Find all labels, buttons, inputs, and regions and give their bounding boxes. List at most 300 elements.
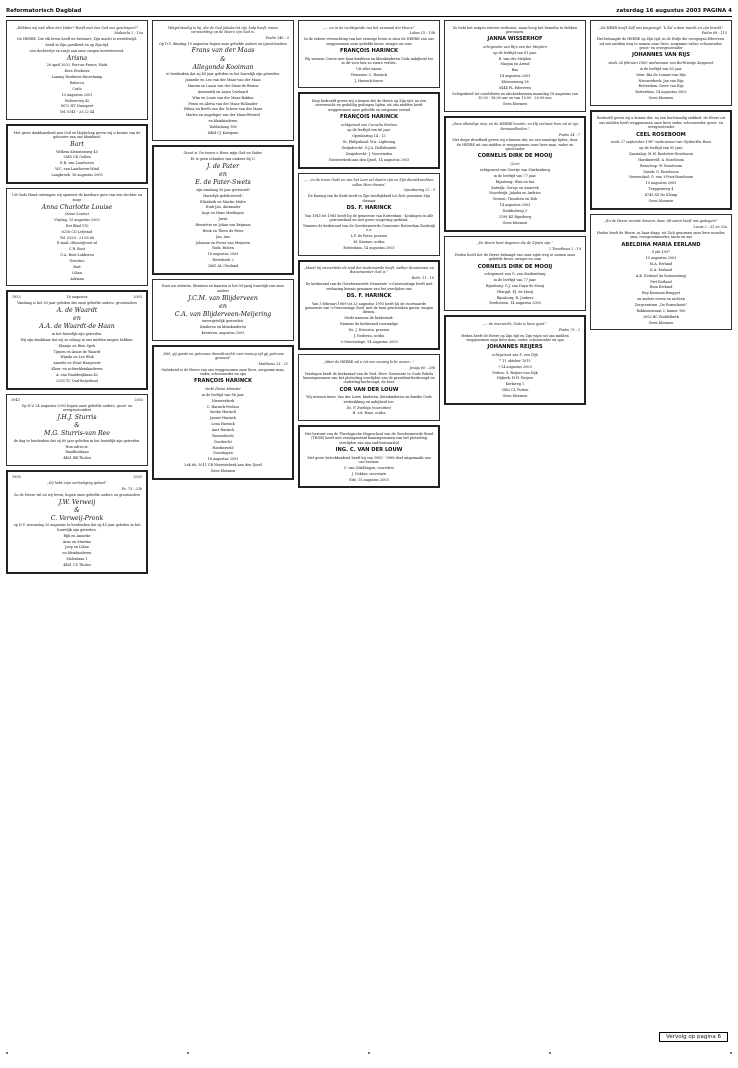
notice-detail: Rokkoenstraat 2, kamer 100 [636,308,686,313]
notice-text: Door uw attentie, bloemen en kaarten is het 50-jarig huwelijk van onze ouders [161,284,285,293]
notice-text: Het bestuur van de Theologische Hogeschool van de Gereformeerde Bond (THGB) heeft met verslagenheid kennisgenomen van het plotseling overlijden van zijn oud-bestuurslid [305,431,433,445]
notice-detail: Ooostingen [213,451,233,456]
notice-detail: Carlo [72,86,82,91]
notice-detail: Henk en Thera de Pater [202,228,244,233]
notice-detail: in de leeftijd van 77 jaar. [493,173,537,178]
notice-box [590,214,732,331]
notice-detail: J. Dekker, secretaris [351,471,387,476]
notice-detail: J. Nederzu, scriba [353,333,385,338]
page-footer [6,1052,732,1062]
notice-verse: „... de overwicht, Gods is lieve goed.” [482,321,548,326]
notice-text: Er is geen schaduw van omkeer bij U. [190,157,256,162]
notice-detail: Sieske Harinck [209,410,237,415]
notice-detail: Bart [73,264,81,269]
notice-detail: * 11 oktober 1915 [499,358,531,363]
notice-detail: Geen bloemen [502,101,528,106]
notice-detail: Elizabeth en Martin Mulre [200,199,246,204]
notice-detail: Rep Kooiman-Brugpet [642,291,680,296]
notice-detail: Kerkhofweg 3 [503,209,527,214]
notice-detail: Nijkerk: H.H. Reijers [496,376,534,381]
notice-year: 2003 [134,397,143,402]
notice-years [12,295,142,299]
notice-detail: Uit aller naam: [356,66,382,71]
notice-detail: 14 augustus 2003 [499,203,531,208]
notice-detail: Kinderen en kleinkinderen [200,325,246,330]
notice-detail: Martin en Angelique van der Maas-Westvel [185,113,261,118]
notice-name: Frans van der Maas [191,47,255,55]
notice-text: In de zekere verwachting van het eeuwige leven is door de HEERE van ons weggenomen onze geliefde broer, zwager en oom [304,37,434,46]
notice-text: Met grote dankbaarheid aan God en blijdschap geven wij u kennis van de geboorte van ons kleinkind. [13,130,141,140]
notice-detail: Gelegenheid tot condoleren en afscheidnemen maandag 18 augustus van 15.00 - 16.00 uur en van 19.00 - 20.00 uur. [451,91,579,101]
notice-detail: Hardinxveld: A. Roseboom [638,157,684,162]
notice-text: Op D.V. dinsdag 19 augustus hopen onze geliefde ouders en (groot)ouders [159,41,287,46]
page-date: zaterdag 16 augustus 2003 PAGINA 4 [616,8,732,14]
notice-name-joiner: en [73,315,81,323]
notice-detail: Zwijndrecht: G.J.A. Hollebrande [341,146,397,151]
continue-label: Vervolg op pagina 6 [659,1032,728,1042]
notice-detail: Ternezen: C. Harinck [350,72,388,77]
notice-detail: Jannelie en Leo van der Maas-van der Maas [185,78,261,83]
notice-detail: † 14 augustus 2003 [498,364,532,369]
notice-detail: Marnix en Laura van der Maas-de Bruine [187,84,259,89]
notice-text: Heden heeft de Heere, in haar slaap, tot Zich genomen onze lieve moeder, oma, overgrootmoeder, tante en zus [596,230,726,240]
footer-dot [187,1052,189,1054]
notice-detail: Tel. 0320 - 21 60 66 [59,235,95,240]
notice-detail: Kesteren, augustus 2003 [201,331,245,336]
notice-detail: Rebecca [69,81,85,85]
notice-detail: Nieuwerkerk [211,398,235,403]
notice-detail: 4461 BB Tholen [63,456,91,461]
notice-detail: Rijnsburg: B. Jonkers [496,295,534,300]
notice-detail: Jan, Ans [215,234,231,239]
notice-detail: Openbaring 14 : 13 [352,134,386,139]
notice-verse: „De HEER heeft Zelf ons toegezegd: ‘k Zal u door macht en zijn kracht” [599,25,723,30]
column-2 [152,20,294,1050]
notice-detail: Vierhouten, 14 augustus 2003 [489,301,541,306]
notice-subtitle: sinds 27 september 1987 weduwnaar van Gijsbertha Boon [610,140,712,145]
notice-detail: 2802 BC Roddelkerk [643,314,679,319]
notice-detail: Zaamslag: M.W. Roeloferr-Roseboom [629,151,693,156]
notice-detail: Hein Eerland [649,285,673,290]
notice-detail: Tijmen en Annie de Waardt [53,349,101,354]
notice-detail: echtgenoot van Geertje van Starkenburg [479,168,551,172]
notice-detail: Mede namens de kerkeraad: [344,316,394,321]
notice-name-second: E. de Pater-Swets [195,179,251,187]
notice-text: De Koning van de Kerk heeft in Zijn heerlijkheid tot Zich genomen Zijn dienaar [307,194,431,203]
notice-detail: 13 augustus 2003 [61,92,93,97]
notice-detail: Barendrecht [212,433,234,438]
notice-detail: Aart Harinck [211,428,235,433]
notice-detail: Rijnsburg: G.J. van Duyn-de Mooij [485,283,545,288]
notice-name-second: C. Verweij-Pronk [50,514,104,522]
notice-detail: C. Harinck-Feelsoo [206,404,240,409]
notice-box [444,236,586,312]
notice-detail: onvergetelijk geworden. [202,319,244,324]
notice-detail: Tel. 0341 - 25 22 44 [59,110,95,115]
notice-detail: en kleinkinderen [208,119,238,124]
notice-detail: L.P. de Pater, praeses [350,234,388,239]
notice-detail: op de leeftijd van 81 jaar. [493,50,537,55]
notice-detail: Rijnsburg: Wim en Ina [495,179,535,184]
notice-detail: Geen bloemen [648,320,674,325]
notice-subtitle: (Anne-Louise) [65,212,89,217]
notice-name-joiner: & [220,55,226,63]
notice-detail: echtgenoot van G. van Starkenburg [484,272,546,277]
page-header [6,6,732,17]
notice-box [590,110,732,210]
notice-detail: Nieuwerkerk: Jan van Rijs [638,78,684,83]
notice-verse-ref: Psalm 73 : 2 [558,327,580,332]
notice-detail: zijn vandaag 50 jaar getrouwd! [196,187,250,192]
notice-detail: W.C. van Laarhoven-Wind [55,167,99,172]
notice-name-second: M.G. Sturris-van Ree [44,430,110,438]
notice-detail: 16 augustus 2003 [207,457,239,462]
notice-detail: St. Philipsland: W.A. Lighteing [342,140,396,145]
notice-detail: Benschop: W. Roseboom [640,163,682,168]
notice-text: Uit Gods Hand ontvingen wij opnieuw de kostbare gave van een dochter en zusje [11,193,143,202]
columns [6,20,732,1050]
notice-detail: Marjan en Arend [500,62,530,67]
notice-verse-ref: Hebr. 11 : 10 [411,276,434,281]
notice-detail: Hartelijk gefeliciteerd! [203,193,243,198]
column-4 [444,20,586,1050]
notice-verse-ref: Psalm 68 : 115 [701,31,727,36]
notice-detail: in het huwelijk zijn getreden. [51,332,103,337]
notice-text: Zo de Heere wil en wij leven, hopen onze geliefde ouders en grootouders [13,492,141,497]
notice-detail: op D.V. woensdag 20 augustus te herdenken dat zij 45 jaar geleden in het huwelijk zijn getreden. [13,523,141,532]
notice-detail: Wolwerveg 42 [64,98,90,103]
notice-detail: Namens de kerkeraad voormalige [339,322,399,326]
notice-detail: Hardinxveld [212,445,234,450]
notice-detail: Piet Eerland [650,279,672,284]
notice-subtitle: echtgenoot van Cornelia Feelsoo [340,122,398,127]
notice-detail: Nieuwerkerk aan den IJssel, 14 augustus 2003 [328,157,410,162]
notice-subtitle: echtgenoot van S. van Dijk [492,352,538,357]
notice-text: Het behaagde de HEERE op Zijn tijd, in de Hofje die overgegan Ederveen, uit ons midden weg te nemen onze lieve, zorgzame vader, schoonvader, groot- en overgrootvader [596,37,726,50]
notice-verse-ref: Lukas 15 : 19b [409,31,435,36]
notice-detail: Rotterdam, 14 augustus 2003 [343,245,395,250]
notice-detail: Huib-Jan, Alexander [205,205,241,210]
notice-detail: Bas [511,68,519,73]
notice-detail: Lena Harinck [211,422,235,427]
notice-detail: Vrijdag, 15 augustus 2003 [54,218,100,222]
notice-detail: 4464 CJ Kortgene [207,130,239,135]
notice-detail: Rotterdam: Greet van Rijs [638,84,684,89]
notice-detail: Joop en Lilian [65,545,89,550]
notice-detail: op de leeftijd van 95 jaar. [639,146,683,151]
notice-detail: E.B. van Laarhoven [60,161,94,166]
notice-name-second: Allegonda Kooiman [192,63,254,71]
notice-detail: Hun adres is: [65,444,89,449]
notice-box [444,116,586,232]
notice-name: J.C.M. van Blijderveen [188,294,258,302]
notice-year: 1943 [11,397,20,402]
notice-detail: 15 augustus 2003 [645,256,677,261]
notice-verse: „Deze allendige riep, en de HEERE hoorde, en Hij verloste hem uit al zijn benauwdheden.” [451,122,579,131]
notice-detail: Van 1945 tot 1985 heeft hij de gemeente van Rotterdam - Kralingen in alle getrouwheid en met grote toegeving gediend. [304,213,434,222]
notice-name-joiner: & [74,506,80,514]
notice-detail: 8 juli 1907 [651,250,671,255]
notice-detail: K.A. Eerland [650,267,672,272]
notice-detail: Dahliahaag 108 [209,125,237,130]
notice-deceased-name: CEEL ROSEBOOM [636,131,686,138]
notice-detail: en andere neven en nichten [637,297,685,302]
notice-deceased-name: FRANÇOIS HARINCK [193,378,253,385]
notice-detail: te herdenken dat zij 40 jaar geleden in het huwelijk zijn getreden. [166,72,280,77]
notice-detail: Klaasje en Rien Spek [58,343,96,348]
notice-detail: R. van der Meijden [498,56,532,61]
notice-verse: Welgelukzalig is hij, die de God Jakobs tot zijn hulp heeft, wiens verwachting op de Heere zijn God is. [167,25,279,34]
notice-box [298,173,440,256]
notice-detail: Kees Hoekstra [64,69,90,74]
column-1 [6,20,148,1050]
notice-text: Vandaag is het 50 jaar geleden dat onze geliefde ouders, grootouders [17,301,137,306]
notice-name-joiner: en [219,171,227,179]
notice-verse-ref: Jesaja 60 : 20b [409,365,435,370]
notice-detail: Johanna en Pieter van Meijeren [195,240,251,245]
notice-detail: Kleiveenweg 58 [501,80,529,85]
notice-box [6,470,148,574]
notice-detail: Frans en Aletta van der Maas-Hollander [188,101,258,106]
notice-detail: 8444 PL Ederveen [499,85,531,90]
notice-detail: Geen bloemen [502,220,528,225]
notice-detail: Langbroek, 16 augustus 2003 [51,172,103,177]
notice-detail: de dag te herdenken dat zij 60 jaar geleden in het huwelijk zijn getreden. [13,438,141,443]
notice-detail: J. Harinck-Sauve [354,78,384,83]
notice-detail: Henriette en Johan van Beijnum [195,223,251,228]
notice-box [152,145,294,275]
notice-name-joiner: en [219,302,227,310]
notice-box [590,20,732,106]
notice-year: 2003 [133,475,142,480]
notice-verse: „Gij hebt mijn verlustiging geheel” [47,481,107,486]
notice-text: De kerkeraad van de Gereformeerde Gemeente 's-Gravendeage heeft met verbazing kennis genomen van het overlijden van [305,282,433,291]
notice-box [444,315,586,404]
notice-text: De HEERE, Die elk leven heeft en bestuurt, Zijn macht is wereldwijd, [17,37,137,42]
notice-deceased-name: JOHANNES VAN RIJS [632,52,690,59]
notice-detail: 4745 XX De Klomp [644,192,678,197]
notice-box [6,394,148,466]
column-5 [590,20,732,1050]
notice-text: een dochtertje en zusje aan onze zorgen toevertrouwd. [29,48,125,53]
notice-year: 2003 [133,295,142,300]
notice-deceased-name: FRANÇOIS HARINCK [339,113,399,120]
footer-dot [549,1052,551,1054]
footer-dot [6,1052,8,1054]
notice-detail: 2198 BZ Rijnsburg [498,214,532,219]
notice-verse-ref: Ps. 73 : 23b [121,486,142,491]
notice-detail: Adriaan [70,276,84,281]
notice-subtitle: echtgenote van Rijn van der Meijden [483,44,547,49]
notice-detail: Arno en Martine [62,539,92,544]
notice-text: Onbekend is de Heere van ons weggenomen onze lieve, zorgzame man, vader, schoonvader en opa [161,367,285,376]
notice-text: Verslagen heeft de kerkeraad van de Ned. Herv. Gemeente te Oude Pekela kennisgenomen van het plotseling overlijden van de president-kerkvoogd en ouderling-kerkvoogd, de heer [303,371,435,385]
notice-box [298,20,440,88]
notice-text: Groot is Uw trouw o Heer, mijn God en Vader. [183,151,263,156]
notice-verse: „Hebben wij niet allen één Vader? Heeft niet éen God ons geschapen?” [15,25,139,30]
notice-detail: Wij wensen mevr. Van der Louw, kinderen, kleinkinderen en familie Gods verkwikking en nabijheid toe. [306,395,432,404]
notice-detail: 14 augustus 2003 [499,74,531,79]
notice-name: A. de Waardt [56,307,98,315]
notice-year: 1953 [12,295,21,300]
notice-text: Op D.V. 24 augustus 2003 hopen onze geliefde ouders, groot- en overgrootouders [21,403,133,412]
notice-text: Bedroefd geven wij u kennis dat, na een kortstondig ziekbed, de Heere uit ons midden heeft weggenomen onze lieve vader, schoonvader, groot- en overgrootvader [596,116,726,130]
notice-name-second: A.A. de Waardt-de Haan [39,323,115,331]
notice-detail: Wim en Lonie van der Maas-Bakker [192,95,254,100]
notice-detail: Hertshoek 2 [212,258,234,263]
notice-detail: Molenlaan 1 [66,557,88,562]
notice-detail: Katwijk: Gerejo en Annerek [491,185,539,190]
notice-name: Arisna [66,54,88,62]
notice-detail: 3882 CL Putten [501,388,529,393]
notice-box [6,124,148,184]
notice-detail: Lammy Hoekstra-Haverkamp [51,75,103,80]
notice-box [152,20,294,141]
notice-detail: en kleinkinderen [62,551,92,556]
notice-box [444,20,586,112]
notice-deceased-name: ABELDINA MARIA EERLAND [621,241,701,248]
notice-detail: Geen bloemen [648,96,674,101]
notice-years [11,398,143,402]
notice-detail: 6216 CD Lelystad [61,229,93,234]
notice-detail: 16 augustus 2003 [207,252,239,257]
notice-deceased-name: COR VAN DER LOUW [339,386,399,393]
notice-detail: Lek 66, 5011 CB Nieuwerkerk aan den IJssel [184,463,262,468]
notice-detail: 2303 TC Oud-Beijerland [56,378,98,383]
notice-verse-ref: 2 Timotheus 2 : 19 [548,246,581,251]
notice-verse: „Want de HEERE zal u tot een eeuwig licht wezen...” [323,359,415,364]
notice-date: 26 april 2003, Port-au-Prince, Haïti [46,63,108,68]
notice-box [152,345,294,480]
notice-detail: E-mail: cbboot@cnet.nl [56,241,98,246]
notice-deceased-name: ING. C. VAN DER LOUW [335,446,403,453]
notice-box [6,290,148,389]
notice-detail: Raadhuislaan [65,450,89,455]
notice-detail: Ruth, Ruben [212,246,234,251]
notice-detail: op de leeftijd van 86 jaar. [347,128,391,133]
notice-detail: M.A. Eerland [649,261,673,266]
footer-dot [368,1052,370,1054]
notice-name-joiner: & [74,421,80,429]
notice-verse: „... en in de tuchtigende zoo het eenmaal der Heere” [323,25,415,30]
notice-detail: Wij zijn dankbaar dat wij ze zolang in ons midden mogen hebben. [20,337,134,342]
notice-detail: Wilhem Krimstraweg 45 [56,149,98,154]
notice-name: Bart [70,140,84,148]
notice-detail: Ds. P. Zwebijn (voorzitter) [346,405,392,410]
notice-verse-ref: Mattheus 25 : 21 [258,361,288,366]
notice-detail: Van 5 februari 1969 tot 23 augustus 1993 heeft hij de voorwaarde gemeente van 's-Gravendage Zuid, met de hem geschonken gaven, mogen dienen. [305,301,433,315]
notice-text: Diep bedroefd geven wij u kennis dat de Heere op Zijn tijd, na een onverwacht en geduldig gedragen lijden, uit ons midden heeft weggenomen onze geliefde en zorgzame vriend [311,98,427,112]
notice-subtitle: sinds 24 februari 1963 weduwnaar van Berthiantje Koppenol [608,60,714,65]
notice-detail: Rotterdam, 14 augustus 2003 [635,90,687,95]
notice-verse-ref: Psalm 146 : 5 [265,35,289,40]
notice-verse: „Moeit hij onvoorbide de stad der toekomende heeft, welker Kunstenaar en Bouwmeester God is.” [304,266,434,275]
notice-detail: A.K. Eerland (in herinnering) [635,273,687,278]
notice-detail: Veenendaal: G. van 't Fout-Roseboom [628,175,694,180]
notice-text: heeft in Zijn goedheid en op Zijn tijd [45,43,109,48]
notice-detail: 4461 CS Tholen [63,563,91,567]
notice-detail: in de leeftijd van 83 jaar. [639,66,683,71]
notice-detail: Het Blad 110 [65,223,89,228]
notice-detail: M. Kramer, scriba [353,239,385,244]
notice-box [6,20,148,120]
notice-detail: Kerkweg 1 [505,382,525,387]
notice-detail: Annemiek en Arjan Crielaard [197,89,249,94]
notice-detail: in de leeftijd van 77 jaar. [493,278,537,283]
notice-detail: Namens de kerkeraad van de Gereformeerde Gemeente Rotterdam Zuidwijk e.o. [303,223,435,233]
notice-name-second: C.A. van Blijderveen-Meljering [174,310,272,318]
notice-box [6,188,148,287]
notice-deceased-name: DS. F. HARINCK [346,292,392,299]
notice-detail: Ds. J. Driessen, praeses [348,327,390,332]
notice-detail: 8072 HT Nunspeet [60,104,94,109]
notice-detail: Lilian [72,270,82,275]
notice-text: Heden heeft het de Heere behaagd van onze zijde weg te nemen onze geliefde broer, zwager en oom [454,252,576,262]
notice-detail: Geen bloemen [210,469,236,474]
notice-detail: A. van Naaldwijklaan 42 [56,373,98,378]
notice-detail: H. v.d. Haar, scriba [352,411,386,416]
notice-deceased-name: FRANÇOIS HARINCK [339,47,399,54]
notice-text: Met diepe droefheid geven wij u kennis dat, na een smartige lijden, door de HEERE uit ons midden is weggenomen onze lieve man, vader en grootvader [452,138,578,152]
notice-detail: Inge en Hans Matthijsse [201,211,245,216]
notice-years [12,475,142,479]
notice-year: 16 augustus [66,295,88,300]
notice-detail: Wilma en Berth van der Schoor-van der Maas [183,107,263,112]
notice-detail: Wijnda en Leo Blok [60,355,94,360]
notice-name: J.H.J. Sturris [57,413,97,421]
notice-verse: „... en de troon Gods en van het Lam zal daarin zijn en Zijn dienstknechten zullen Hem dienen” [304,178,434,187]
notice-name: Anna Charlotte Louise [41,203,113,211]
notice-detail: 15 augustus 2003 [645,181,677,186]
notice-subtitle: (Cor) [510,162,520,167]
notice-text: Heden heeft de Heere op Zijn tijd en Zijn wijze uit ons midden weggenomen mijn lieve man, vader, schoonvader en opa [461,333,569,342]
newspaper-name: Reformatorisch Dagblad [6,8,82,14]
notice-detail: Dordrecht [214,439,232,444]
notice-deceased-name: DS. F. HARINCK [346,204,392,211]
notice-detail: Zorgcentrum „De Rozenhorst” [634,302,688,307]
notice-detail: Putten: S. Reijers-van Dijk [492,370,538,375]
notice-box [298,425,440,488]
notice-year: 1958 [12,475,21,480]
notice-detail: Geertine [69,259,85,264]
notice-verse-ref: Psalm 34 : 7 [558,132,580,137]
notice-detail: in de leeftijd van 86 jaar. [201,392,245,397]
notice-detail: Jannie Harinck [210,416,236,421]
footer-dot [730,1052,732,1054]
notice-detail: Jaent [218,217,228,222]
notice-detail: C. van Gilsdlingen, voorzitter [343,465,395,470]
notice-detail: 2865 AL Ottoland [207,264,239,269]
notice-deceased-name: CORNELIS DIRK DE MOOIJ [477,263,553,270]
notice-detail: Geen bloemen [502,393,528,398]
notice-detail: Vlierpijl: P.J. de Mooij [496,289,534,294]
notice-detail: Sneek: G. Roseboom [643,169,679,174]
notice-verse-ref: Maleachi 2 : 10a [114,31,143,36]
notice-detail: G.A. Boot-Lokkeren [60,253,94,258]
notice-detail: Rijk en Annieke [63,533,91,538]
notice-name: J.W. Verweij [58,498,96,506]
notice-verse: „Wel, gij goede en getrouwe dienstknecht! over weinig zijt gij getrouw geweest” [162,351,284,360]
notice-box [298,92,440,168]
notice-verse: „De Heere kent degenen die de Zijnen zijn.” [476,241,554,246]
notice-detail: Annelie en Wout Haagvoort [53,361,101,366]
notice-verse-ref: Lucas 2 : 31 en 32a [693,225,727,230]
notice-detail: Noordwijk: Jakoba en Andries [489,191,541,196]
notice-name: J. de Pater [206,162,240,170]
notice-deceased-name: JOHANNES REIJERS [487,344,543,351]
notice-detail: Wij wensen Coerie met haar kinderen en kleinkinderen Gods nabijheid toe in dit voor hen zo zware verlies. [304,56,434,65]
notice-text: Zo hebt het zorgen streven verliezen, maar hoop het hemelse te hebben gewonnen. [452,25,578,34]
